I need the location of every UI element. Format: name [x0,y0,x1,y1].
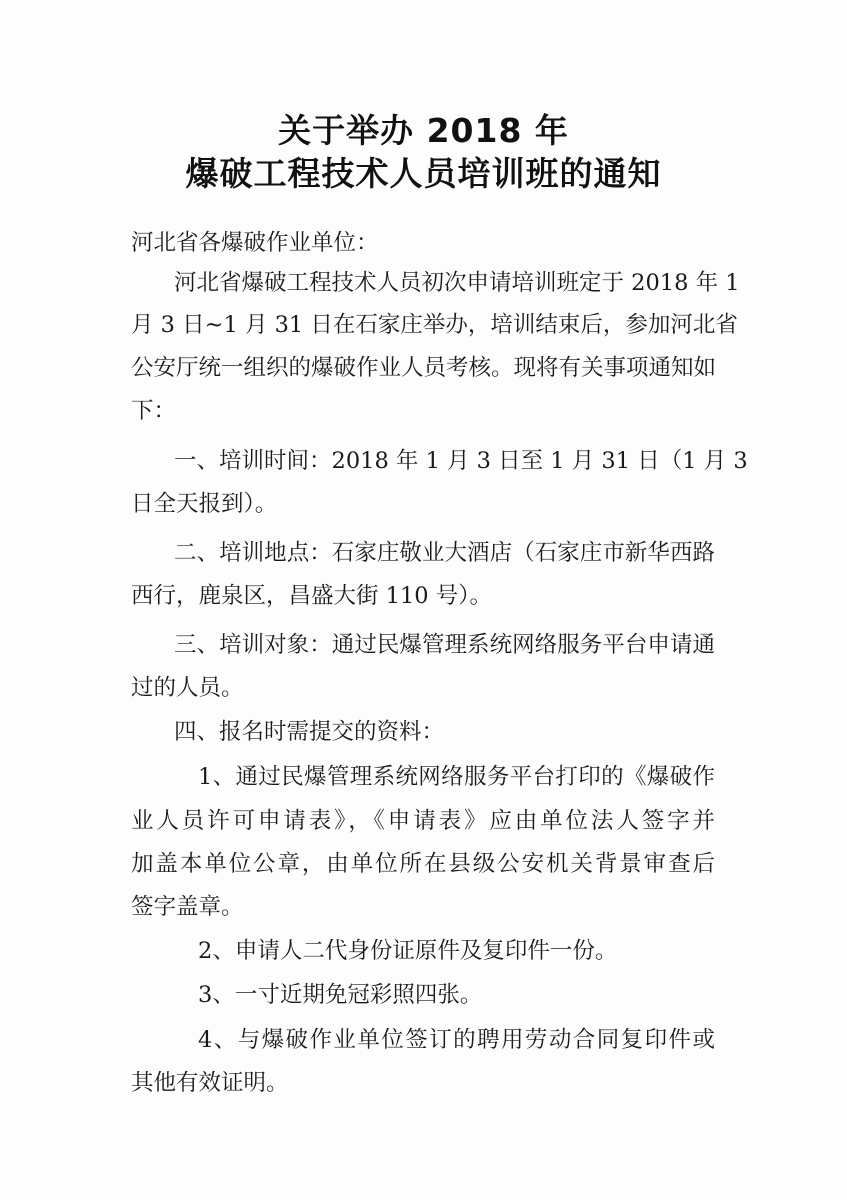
item4-heading: 四、报名时需提交的资料： [174,719,445,745]
sub2-line: 2、申请人二代身份证原件及复印件一份。 [198,938,618,964]
intro-line-4: 下： [131,398,177,424]
sub3-line: 3、一寸近期免冠彩照四张。 [198,982,483,1008]
intro-line-3: 公安厅统一组织的爆破作业人员考核。现将有关事项通知如 [131,355,717,381]
item2-line-1: 二、培训地点：石家庄敬业大酒店（石家庄市新华西路 [174,540,715,566]
item2-line-2: 西行，鹿泉区，昌盛大街 110 号）。 [131,583,493,609]
item1-line-2: 日全天报到）。 [131,491,278,517]
intro-line-1: 河北省爆破工程技术人员初次申请培训班定于 2018 年 1 [174,270,740,296]
item3-line-1: 三、培训对象：通过民爆管理系统网络服务平台申请通 [174,632,715,658]
sub4-line-2: 其他有效证明。 [131,1070,289,1096]
notice-title-line-2: 爆破工程技术人员培训班的通知 [185,154,662,193]
sub1-line-2: 业人员许可申请表》，《申请表》应由单位法人签字并 [131,808,715,834]
item1-line-1: 一、培训时间：2018 年 1 月 3 日至 1 月 31 日（1 月 3 [174,448,748,474]
intro-line-2: 月 3 日~1 月 31 日在石家庄举办，培训结束后，参加河北省 [131,312,738,338]
sub1-line-3: 加盖本单位公章，由单位所在县级公安机关背景审查后 [131,851,715,877]
sub1-line-1: 1、通过民爆管理系统网络服务平台打印的《爆破作 [198,764,715,790]
item3-line-2: 过的人员。 [131,675,244,701]
notice-title-line-1: 关于举办 2018 年 [278,111,569,150]
salutation: 河北省各爆破作业单位： [131,230,379,256]
sub1-line-4: 签字盖章。 [131,894,244,920]
sub4-line-1: 4、与爆破作业单位签订的聘用劳动合同复印件或 [198,1027,715,1053]
